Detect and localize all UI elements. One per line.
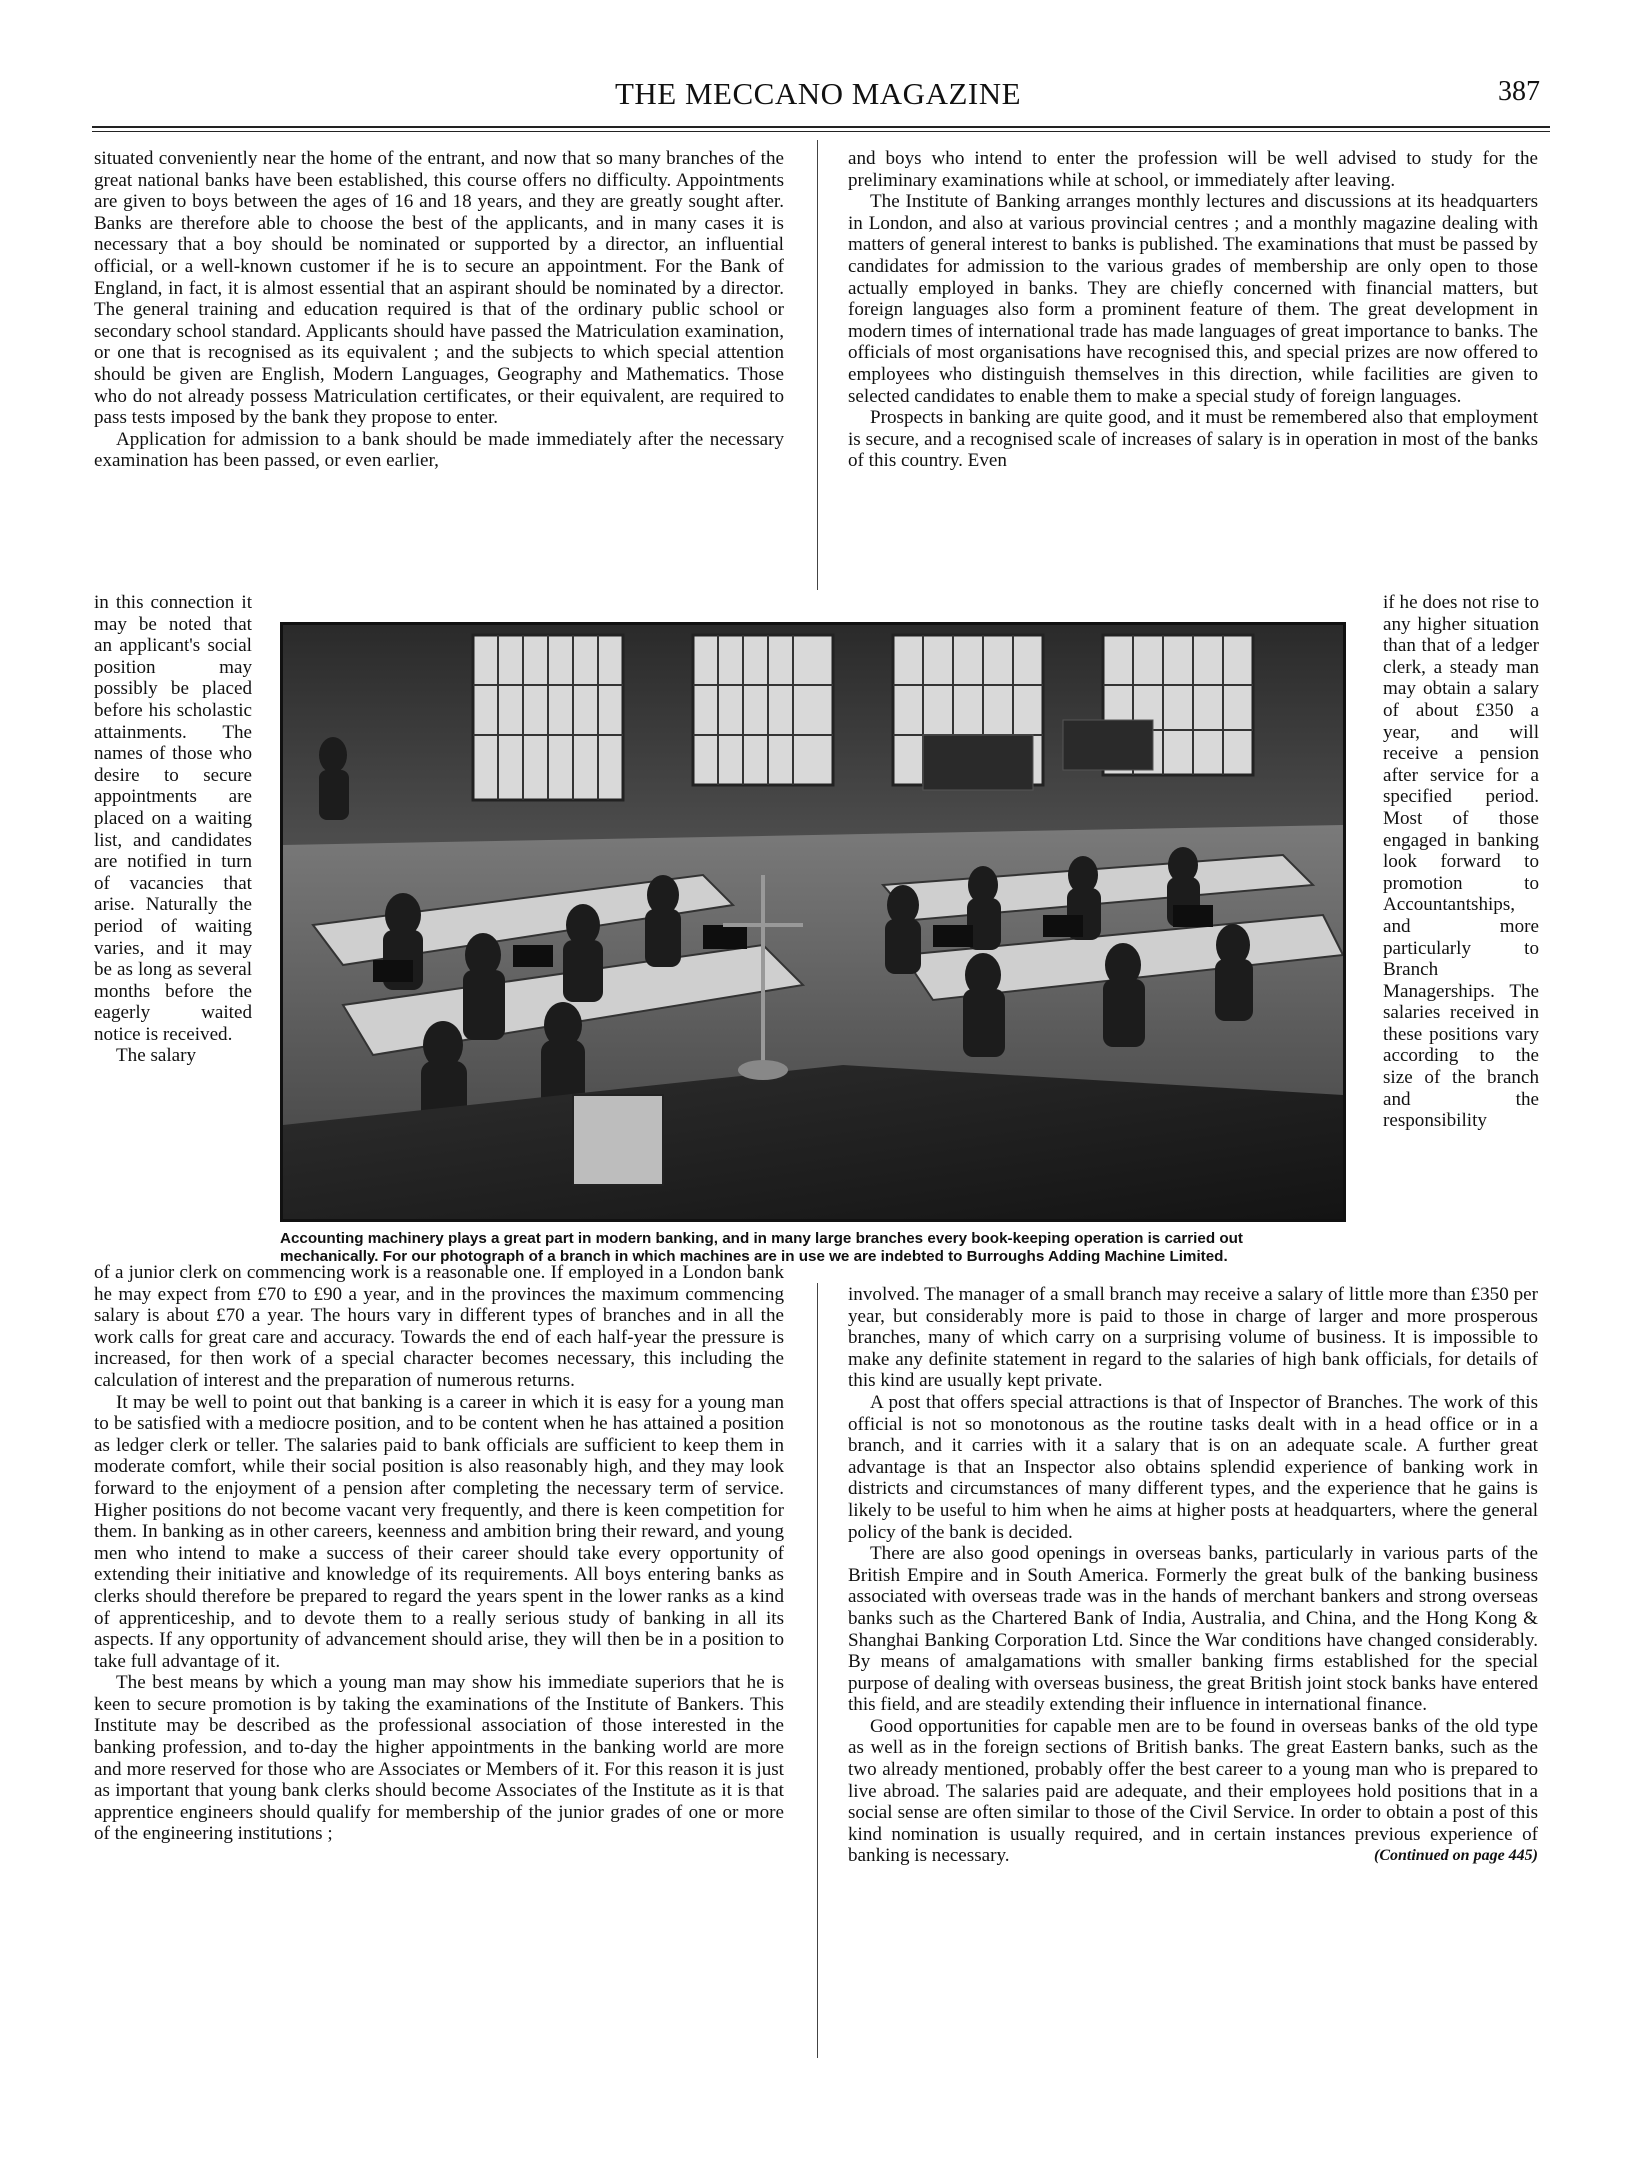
paragraph: It may be well to point out that banking is a career in which it is easy for a young man to be satisfied with a mediocre position, and to be content when he has attained a position as ledger clerk or teller. The salaries paid to bank officials are sufficient to keep them in moderate comfort, while their social position is also reasonably high, and they may look forward to the enjoyment of a pension after completing the necessary term of service. Higher positions do not become vacant very frequently, and there is keen competition for them. In banking as in other careers, keenness and ambition bring their reward, and young men who intend to make a success of their career should take every opportunity of extending their initiative and knowledge of its requirements. All boys entering banks as clerks should therefore be prepared to regard the years spent in the lower ranks as a kind of apprenticeship, and to devote them to a really serious study of banking in all its aspects. If any opportunity of advancement should arise, they will then be in a position to take full advantage of it. <box>94 1391 784 1672</box>
caption-line: Accounting machinery plays a great part in modern banking, and in many large branches every book-keeping operation is carried out <box>280 1230 1243 1247</box>
photo-caption <box>280 1230 1346 1266</box>
left-column-top <box>94 148 784 472</box>
page-header <box>88 70 1548 130</box>
paragraph: of a junior clerk on commencing work is a reasonable one. If employed in a London bank he may expect from £70 to £90 a year, and in the provinces the maximum commencing salary is about £70 a year. The hours vary in different types of branches and in all the work calls for great care and accuracy. Towards the end of each half-year the pressure is increased, for then work of a special character becomes necessary, this including the calculation of interest and the preparation of numerous returns. <box>94 1262 784 1391</box>
caption-line: mechanically. For our photograph of a branch in which machines are in use we are indebted to Burroughs Adding Machine Limited. <box>280 1248 1228 1265</box>
page-number: 387 <box>1498 76 1540 107</box>
right-column-top <box>848 148 1538 472</box>
header-rule-thin <box>92 131 1550 132</box>
paragraph: if he does not rise to any higher situation than that of a ledger clerk, a steady man may obtain a salary of about £350 a year, and will receive a pension after service for a specified period. Most of those engaged in banking look forward to promotion to Accountantships, and more particularly to Branch Managerships. The salaries received in these positions vary according to the size of the branch and the responsibility <box>1383 592 1539 1132</box>
right-column-bottom <box>848 1284 1538 1867</box>
left-column-bottom <box>94 1262 784 1845</box>
paragraph-text: Good opportunities for capable men are to be found in overseas banks of the old type as well as in the foreign sections of British banks. The great Eastern banks, such as the two already mentioned, probably offer the best career to a young man who is prepared to live abroad. The salaries paid are adequate, and their employees hold positions that in a social sense are often similar to those of the Civil Service. In order to obtain a post of this kind nomination is usually required, and in certain instances previous experience of banking is necessary. <box>848 1715 1538 1867</box>
banking-hall-photograph <box>280 622 1346 1222</box>
column-divider <box>817 140 818 590</box>
paragraph: The best means by which a young man may show his immediate superiors that he is keen to secure promotion is by taking the examinations of the Institute of Bankers. This Institute may be described as the professional association of those interested in the banking profession, and to-day the higher appointments in the banking world are more and more reserved for those who are Associates or Members of it. For this reason it is just as important that young bank clerks should become Associates of the Institute as it is that apprentice engineers should qualify for membership of the junior grades of one or more of the engineering institutions ; <box>94 1672 784 1845</box>
column-divider <box>817 1283 818 2058</box>
paragraph <box>848 1716 1538 1867</box>
continued-note[interactable]: (Continued on page 445) <box>1373 1847 1538 1865</box>
paragraph: situated conveniently near the home of the entrant, and now that so many branches of the great national banks have been established, this course offers no difficulty. Appointments are given to boys between the ages of 16 and 18 years, and they are greatly sought after. Banks are therefore able to choose the best of the applicants, and in many cases it is necessary that a boy should be nominated or supported by a director, an influential official, or a well-known customer if he is to secure an appointment. For the Bank of England, in fact, it is almost essential that an aspirant should be nominated by a director. The general training and education required is that of the ordinary public school or secondary school standard. Applicants should have passed the Matriculation examination, or one that is recognised as its equivalent ; and the subjects to which special attention should be given are English, Modern Languages, Geography and Mathematics. Those who do not already possess Matriculation certificates, or their equivalent, are required to pass tests imposed by the bank they propose to enter. <box>94 148 784 429</box>
paragraph: The Institute of Banking arranges monthly lectures and discussions at its headquarters in London, and also at various provincial centres ; and a monthly magazine dealing with matters of general interest to banks is published. The examinations that must be passed by candidates for admission to the various grades of membership are only open to those actually employed in banks. They are chiefly concerned with financial matters, but foreign languages also form a prominent feature of them. The great development in modern times of international trade has made languages of great importance to banks. The officials of most organisations have recognised this, and special prizes are now offered to employees who distinguish themselves in this direction, while facilities are given to selected candidates to enable them to make a special study of foreign languages. <box>848 191 1538 407</box>
header-rule <box>92 126 1550 128</box>
paragraph: The salary <box>116 1045 197 1067</box>
left-narrow-column <box>94 592 252 1067</box>
photo-illustration <box>283 625 1343 1219</box>
paragraph: involved. The manager of a small branch may receive a salary of little more than £350 per year, but considerably more is paid to those in charge of larger and more prosperous branches, many of which carry on a surprising volume of business. It is impossible to make any definite statement in regard to the salaries of high bank officials, for details of this kind are usually kept private. <box>848 1284 1538 1392</box>
paragraph: A post that offers special attractions is that of Inspector of Branches. The work of this official is not so monotonous as the routine tasks dealt with in a head office or in a branch, and it carries with it a salary that is on an adequate scale. A further great advantage is that an Inspector also obtains splendid experience of banking work in districts and circumstances of many different types, and the experience that he gains is likely to be useful to him when he aims at higher posts at headquarters, where the general policy of the bank is decided. <box>848 1391 1538 1543</box>
paragraph: Prospects in banking are quite good, and it must be remembered also that employment is secure, and a recognised scale of increases of salary is in operation in most of the banks of this country. Even <box>848 407 1538 472</box>
paragraph: There are also good openings in overseas banks, particularly in various parts of the British Empire and in South America. Formerly the great bulk of the banking business associated with overseas trade was in the hands of merchant bankers and strong overseas banks such as the Chartered Bank of India, Australia, and China, and the Hong Kong & Shanghai Banking Corporation Ltd. Since the War conditions have changed considerably. By means of amalgamations with smaller banking firms established for the special purpose of dealing with overseas business, the great British joint stock banks have entered this field, and are steadily extending their influence in international finance. <box>848 1543 1538 1716</box>
right-narrow-column <box>1383 592 1539 1132</box>
paragraph: in this connection it may be noted that an applicant's social position may possibly be placed before his scholastic attainments. The names of those who desire to secure appointments are placed on a waiting list, and candidates are notified in turn of vacancies that arise. Naturally the period of waiting varies, and it may be as long as several months before the eagerly waited notice is received. <box>94 592 252 1045</box>
paragraph: Application for admission to a bank should be made immediately after the necessary examination has been passed, or even earlier, <box>94 428 784 472</box>
paragraph: and boys who intend to enter the profession will be well advised to study for the preliminary examinations while at school, or immediately after leaving. <box>848 148 1538 191</box>
running-title: THE MECCANO MAGAZINE <box>614 76 1022 111</box>
